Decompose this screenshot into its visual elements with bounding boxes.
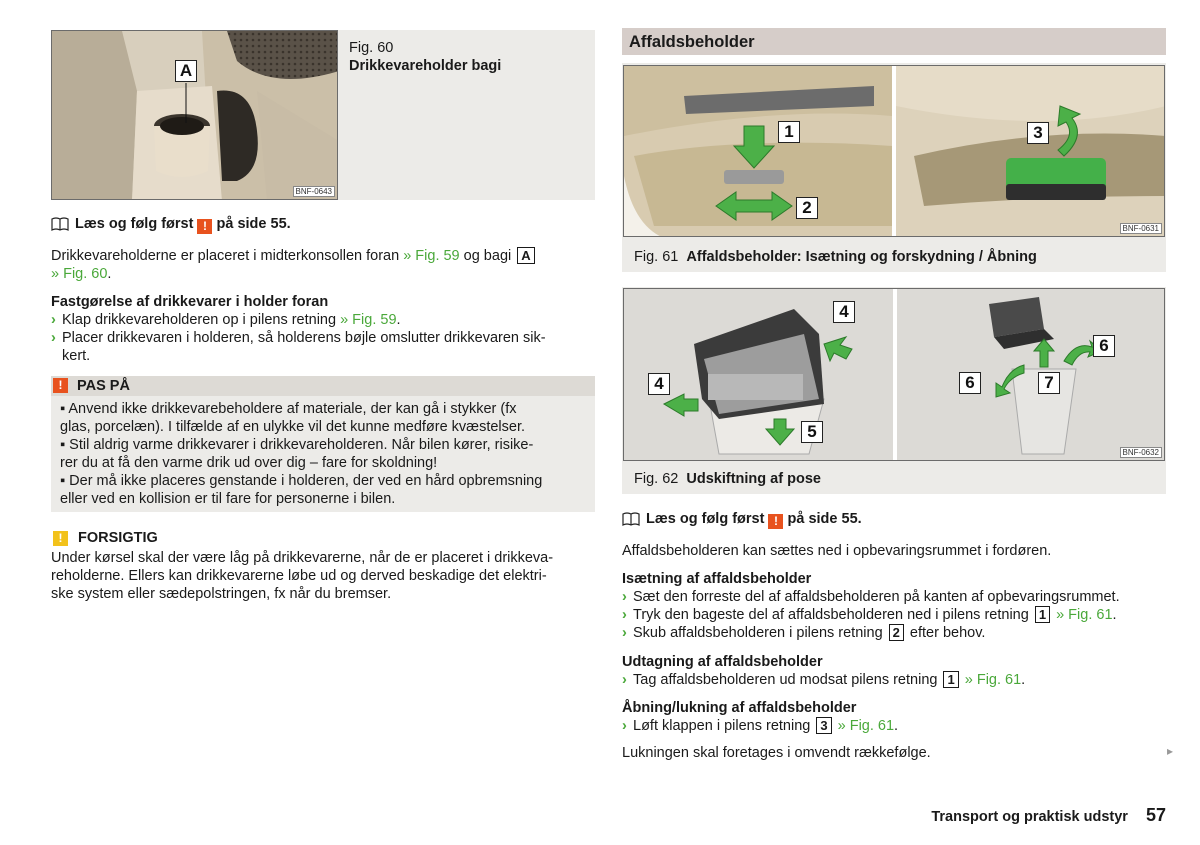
bullet-arrow-icon: › <box>51 330 56 346</box>
read-first-prefix: Læs og følg først <box>646 511 765 527</box>
list-item <box>51 311 601 329</box>
list-item-text: Løft klappen i pilens retning <box>633 718 815 734</box>
bullet-arrow-icon: › <box>622 718 627 734</box>
list-item-end: . <box>396 312 401 328</box>
warning-icon: ! <box>197 219 212 234</box>
chapter-title: Transport og praktisk udstyr <box>931 809 1128 825</box>
remove-section <box>622 653 1182 689</box>
read-first-note <box>622 510 862 531</box>
callout-2: 2 <box>796 197 818 219</box>
caution-box <box>51 529 601 603</box>
figure-number: Fig. 61 <box>634 249 679 265</box>
figure-title: Drikkevareholder bagi <box>349 58 502 74</box>
cupholder-illustration <box>52 31 338 200</box>
ref-box-1: 1 <box>1035 606 1050 623</box>
insert-section <box>622 570 1182 642</box>
figure-62 <box>622 287 1166 494</box>
list-item-end: . <box>1112 607 1117 623</box>
intro-text-mid: og bagi <box>459 248 516 264</box>
footer <box>900 806 1166 826</box>
fig-61-link[interactable]: » Fig. 61 <box>964 672 1022 688</box>
list-item-text: Tryk den bageste del af affaldsbeholderen ned i pilens retning <box>633 607 1033 623</box>
figure-62-caption <box>634 470 821 488</box>
warning-icon: ! <box>768 514 783 529</box>
book-icon <box>622 512 642 531</box>
ref-box-2: 2 <box>889 624 904 641</box>
callout-6: 6 <box>1093 335 1115 357</box>
section-heading: Fastgørelse af drikkevarer i holder foran <box>51 294 329 310</box>
caution-icon: ! <box>53 531 68 546</box>
list-item-end: . <box>894 718 899 734</box>
book-icon <box>51 217 71 236</box>
callout-4: 4 <box>648 373 670 395</box>
figure-60-caption <box>349 39 501 75</box>
list-item-text: Klap drikkevareholderen op i pilens retning <box>62 312 341 328</box>
ref-box-1: 1 <box>943 671 958 688</box>
bag-replacement-illustration <box>624 289 1165 461</box>
section-heading: Isætning af affaldsbeholder <box>622 571 812 587</box>
figure-60 <box>51 30 595 200</box>
section-title-bar <box>622 28 1166 55</box>
list-item <box>622 624 1182 642</box>
warning-line: ▪ Stil aldrig varme drikkevarer i drikkevareholderen. Når bilen kører, risike- <box>60 437 534 453</box>
warning-body <box>60 400 590 508</box>
callout-6: 6 <box>959 372 981 394</box>
bullet-arrow-icon: › <box>622 589 627 605</box>
fig-61-link[interactable]: » Fig. 61 <box>1056 607 1113 623</box>
figure-title: Affaldsbeholder: Isætning og forskydning / Åbning <box>686 249 1037 265</box>
figure-60-image <box>51 30 338 200</box>
figure-number: Fig. 60 <box>349 40 394 56</box>
warning-line: ▪ Anvend ikke drikkevarebeholdere af materiale, der kan gå i stykker (fx <box>60 401 517 417</box>
figure-61-image <box>623 65 1165 237</box>
read-first-suffix: på side 55. <box>216 216 291 232</box>
list-item <box>622 606 1182 624</box>
read-first-prefix: Læs og følg først <box>75 216 194 232</box>
warning-line: ▪ Der må ikke placeres genstande i holderen, der ved en hård opbremsning <box>60 473 543 489</box>
fig-59-link[interactable]: » Fig. 59 <box>403 248 460 264</box>
ref-box-a: A <box>517 247 534 264</box>
figure-number: Fig. 62 <box>634 471 679 487</box>
warning-line: rer du at få den varme drik ud over dig – fare for skoldning! <box>60 455 438 471</box>
section-title: Affaldsbeholder <box>629 33 755 51</box>
figure-62-image <box>623 288 1165 461</box>
caution-line: reholderne. Ellers kan drikkevarerne løbe ud og derved beskadige det elektri- <box>51 568 547 584</box>
open-section <box>622 699 1182 735</box>
bin-intro: Affaldsbeholderen kan sættes ned i opbevaringsrummet i fordøren. <box>622 543 1052 559</box>
figure-title: Udskiftning af pose <box>686 471 821 487</box>
page-number: 57 <box>1145 805 1166 825</box>
fasten-section <box>51 293 601 365</box>
bullet-arrow-icon: › <box>51 312 56 328</box>
bullet-arrow-icon: › <box>622 672 627 688</box>
caution-line: Under kørsel skal der være låg på drikkevarerne, når de er placeret i drikkeva- <box>51 550 554 566</box>
intro-end: . <box>107 266 112 282</box>
fig-59-link[interactable]: » Fig. 59 <box>340 312 397 328</box>
intro-paragraph <box>51 247 601 283</box>
bullet-arrow-icon: › <box>622 607 627 623</box>
warning-header <box>51 376 595 396</box>
callout-a: A <box>175 60 197 82</box>
warning-box <box>51 376 595 512</box>
list-item-end: . <box>1021 672 1026 688</box>
warning-line: glas, porcelæn). I tilfælde af en ulykke vil det kunne medføre kvæstelser. <box>60 419 526 435</box>
callout-3: 3 <box>1027 122 1049 144</box>
callout-1: 1 <box>778 121 800 143</box>
list-item <box>622 588 1182 606</box>
caution-title: FORSIGTIG <box>78 530 158 546</box>
list-item <box>622 671 1182 689</box>
read-first-note <box>51 215 291 236</box>
read-first-suffix: på side 55. <box>787 511 862 527</box>
list-item-text: Placer drikkevaren i holderen, så holderens bøjle omslutter drikkevaren sik- <box>62 330 546 346</box>
next-page-marker-icon: ▸ <box>1167 744 1174 758</box>
list-item <box>51 329 601 347</box>
ref-box-3: 3 <box>816 717 831 734</box>
callout-7: 7 <box>1038 372 1060 394</box>
closing-text: Lukningen skal foretages i omvendt rækkefølge. <box>622 745 931 761</box>
list-item-text: Skub affaldsbeholderen i pilens retning <box>633 625 887 641</box>
intro-text: Drikkevareholderne er placeret i midterkonsollen foran <box>51 248 404 264</box>
fig-60-link[interactable]: » Fig. 60 <box>51 266 108 282</box>
warning-title: PAS PÅ <box>77 378 130 394</box>
callout-5: 5 <box>801 421 823 443</box>
figure-code: BNF-0632 <box>1120 447 1162 458</box>
list-item-text: Sæt den forreste del af affaldsbeholderen på kanten af opbevaringsrummet. <box>633 589 1120 605</box>
list-item-end: efter behov. <box>905 625 986 641</box>
figure-code: BNF-0631 <box>1120 223 1162 234</box>
list-item-text: Tag affaldsbeholderen ud modsat pilens retning <box>633 672 942 688</box>
figure-code: BNF-0643 <box>293 186 335 197</box>
caution-line: ske system eller sædepolstringen, fx når du bremser. <box>51 586 392 602</box>
list-item-continuation: kert. <box>62 348 91 364</box>
bullet-arrow-icon: › <box>622 625 627 641</box>
callout-4: 4 <box>833 301 855 323</box>
door-bin-illustration <box>624 66 1165 237</box>
figure-61 <box>622 63 1166 272</box>
figure-61-caption <box>634 248 1037 266</box>
fig-61-link[interactable]: » Fig. 61 <box>837 718 895 734</box>
warning-line: eller ved en kollision er til fare for personerne i bilen. <box>60 491 396 507</box>
section-heading: Udtagning af affaldsbeholder <box>622 654 823 670</box>
list-item <box>622 717 1182 735</box>
section-heading: Åbning/lukning af affaldsbeholder <box>622 700 857 716</box>
warning-icon: ! <box>53 378 68 393</box>
